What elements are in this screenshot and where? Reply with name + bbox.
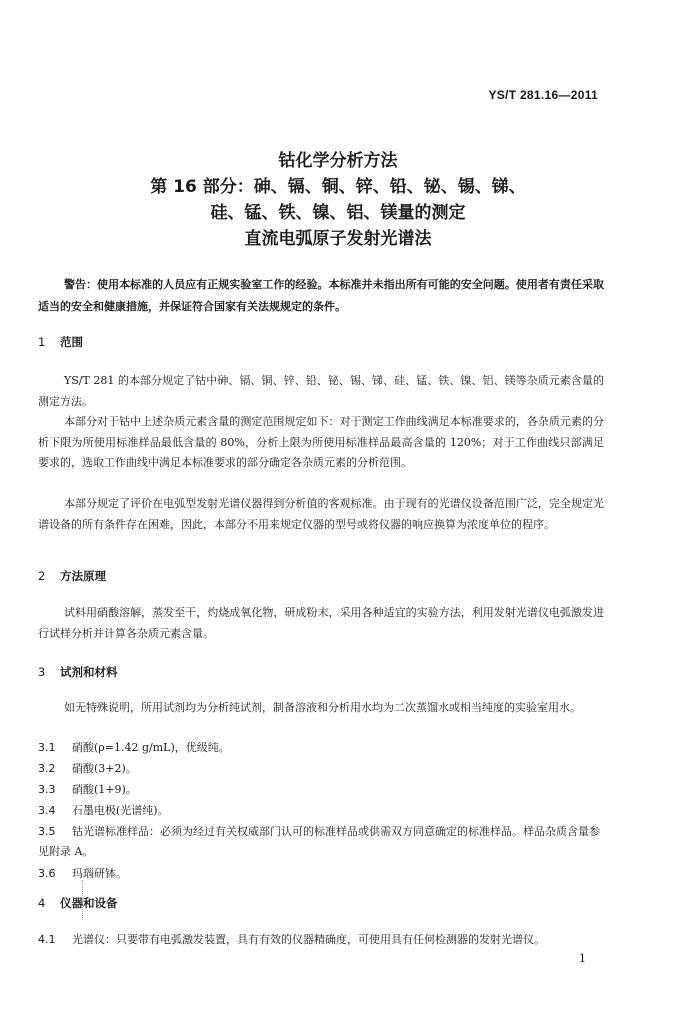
title-line-1: 钴化学分析方法: [278, 151, 398, 171]
item-text: 硝酸(1+9)。: [72, 783, 137, 796]
section-title: 试剂和材料: [60, 665, 118, 679]
section-3-paragraph-1: 如无特殊说明，所用试剂均为分析纯试剂，制备溶液和分析用水均为二次蒸馏水或相当纯度的实验室用水。: [64, 701, 581, 714]
section-title: 方法原理: [60, 569, 106, 583]
item-text: 光谱仪：只要带有电弧激发装置，具有有效的仪器精确度，可使用具有任何检测器的发射光谱仪。: [72, 933, 545, 946]
section-2-paragraph-1: 试料用硝酸溶解，蒸发至干，灼烧成氧化物，研成粉末，采用各种适宜的实验方法，利用发射光谱仪电弧激发进行试样分析并计算各杂质元素含量。: [38, 606, 604, 640]
section-1-paragraph-3: 本部分规定了评价在电弧型发射光谱仪器得到分析值的客观标准。由于现有的光谱仪设备范围广泛，完全规定光谱设备的所有条件存在困难，因此，本部分不用来规定仪器的型号或将仪器的响应换算为浓度单位的程序。: [38, 497, 604, 531]
section-number: 2: [38, 569, 46, 583]
item-number: 3.1: [38, 741, 56, 754]
title-line-4: 直流电弧原子发射光谱法: [244, 229, 432, 249]
item-text: 玛瑙研钵。: [72, 867, 127, 880]
title-line-3: 硅、锰、铁、镍、铝、镁量的测定: [210, 203, 466, 223]
document-title: [0, 148, 676, 252]
item-number: 3.5: [38, 825, 56, 838]
section-title: 范围: [60, 335, 83, 349]
section-number: 4: [38, 896, 46, 910]
section-1-paragraph-1: YS/T 281 的本部分规定了钴中砷、镉、铜、锌、铅、铋、锡、锑、硅、锰、铁、镍、铝、镁等杂质元素含量的测定方法。: [38, 374, 604, 408]
page-number: 1: [579, 952, 586, 965]
list-item: [38, 801, 604, 821]
section-1-heading: [38, 334, 83, 350]
section-title: 仪器和设备: [60, 896, 118, 910]
item-text: 钴光谱标准样品：必须为经过有关权威部门认可的标准样品或供需双方同意确定的标准样品。样品杂质含量参见附录 A。: [38, 825, 600, 858]
item-number: 3.6: [38, 867, 56, 880]
safety-warning: 警告：使用本标准的人员应有正规实验室工作的经验。本标准并未指出所有可能的安全问题。使用者有责任采取适当的安全和健康措施，并保证符合国家有关法规规定的条件。: [38, 278, 604, 313]
item-text: 石墨电极(光谱纯)。: [72, 804, 169, 817]
standard-code: YS/T 281.16—2011: [488, 88, 598, 102]
section-2-heading: [38, 568, 106, 584]
list-item: [38, 780, 604, 800]
item-number: 3.2: [38, 762, 56, 775]
section-number: 1: [38, 335, 46, 349]
item-number: 3.4: [38, 804, 56, 817]
item-text: 硝酸(ρ=1.42 g/mL)，优级纯。: [72, 741, 230, 754]
item-number: 4.1: [38, 933, 56, 946]
section-3-heading: [38, 664, 118, 680]
list-item: [38, 759, 604, 779]
section-4-heading: [38, 895, 118, 911]
section-1-paragraph-2: 本部分对于钴中上述杂质元素含量的测定范围规定如下：对于测定工作曲线满足本标准要求的，各杂质元素的分析下限为所使用标准样品最低含量的 80%，分析上限为所使用标准样品最高含量的 120%；对于工作曲线只部满足要求的，选取工作曲线中满足本标准要求的部分确定各杂质元素的分析范围。: [38, 415, 604, 469]
list-item: [38, 864, 604, 884]
item-number: 3.3: [38, 783, 56, 796]
list-item: [38, 930, 604, 950]
list-item: [38, 738, 604, 758]
list-item: [38, 822, 604, 862]
section-number: 3: [38, 665, 46, 679]
item-text: 硝酸(3+2)。: [72, 762, 137, 775]
title-line-2: 第 16 部分：砷、镉、铜、锌、铅、铋、锡、锑、: [150, 177, 526, 197]
